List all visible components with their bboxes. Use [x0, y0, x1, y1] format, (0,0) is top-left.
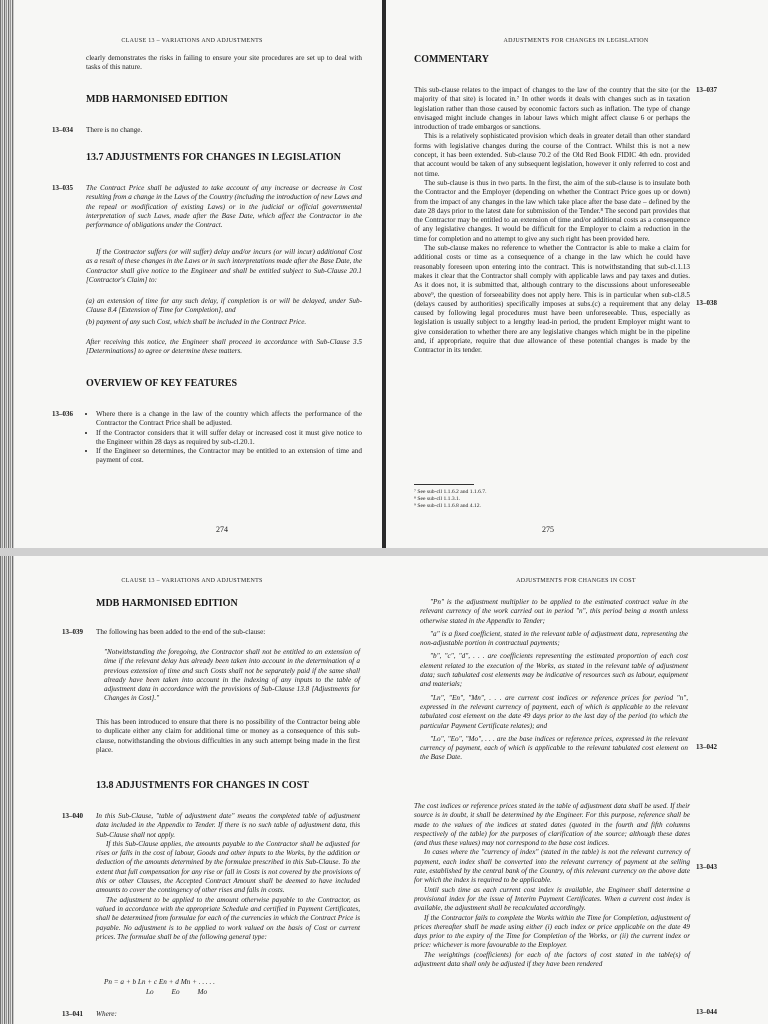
- definition-1: "Pn" is the adjustment multiplier to be applied to the estimated contract value in the relevant currency of the work carried out in period "n", this period being a month unless otherwise stated in the Appendix to Tender;: [420, 598, 688, 625]
- bullet-item: • If the Contractor considers that it will suffer delay or increased cost it must give notice to the Engineer within 28 days as required by sub-cl.20.1.: [96, 429, 362, 448]
- formula-line: Pn = a + b Ln + c En + d Mn + . . . . .: [104, 978, 215, 986]
- page-binding-edge: [0, 0, 14, 548]
- heading-mdb: MDB HARMONISED EDITION: [96, 598, 238, 609]
- margin-number: 13–037: [696, 86, 717, 94]
- running-header: ADJUSTMENTS FOR CHANGES IN LEGISLATION: [503, 38, 649, 44]
- footnotes: [414, 489, 690, 510]
- margin-number: 13–041: [62, 1010, 83, 1018]
- formula-denominators: Lo Eo Mo: [146, 988, 208, 996]
- definition-2: "a" is a fixed coefficient, stated in the relevant table of adjustment data, representing the non-adjustable portion in contractual payments;: [420, 629, 688, 648]
- clause-paragraph-1: The cost indices or reference prices stated in the table of adjustment data shall be used. If their source is in doubt, it shall be determined by the Engineer. For this purpose, reference shall be made to the values of the indices at stated dates (quoted in the fourth and fifth columns respectively of the table) for the purposes of clarification of the source; although these dates (and thus these values) may not correspond to the base cost indices.: [414, 802, 690, 848]
- heading-13-7: 13.7 ADJUSTMENTS FOR CHANGES IN LEGISLATION: [86, 152, 341, 163]
- margin-number: 13–040: [62, 812, 83, 820]
- clause-paragraph-3: Until such time as each current cost index is available, the Engineer shall determine a provisional index for the issue of Interim Payment Certificates. When a current cost index is available, the adjustment shall be recalculated accordingly.: [414, 885, 690, 913]
- heading-commentary: COMMENTARY: [414, 54, 490, 65]
- clause-paragraph: [414, 802, 690, 969]
- margin-number: 13–035: [52, 184, 73, 192]
- clause-paragraph-3: The adjustment to be applied to the amount otherwise payable to the Contractor, as valued in accordance with the appropriate Schedule and certified in Payment Certificates, shall be determined from formulae for each of the currencies in which the Contract Price is payable. No adjustment is to be applied to work valued on the basis of Cost or current prices. The formulae shall be of the following general type:: [96, 895, 360, 941]
- commentary-paragraph-2: This is a relatively sophisticated provision which deals in greater detail than other standard forms with legislative changes during the course of the Contract. Whilst this is not a new concept, it has been extended. Sub-clause 70.2 of the Old Red Book FIDIC 4th edn. provided that account would be taken of any subsequent legislation, however it only referred to cost and not time.: [414, 132, 690, 178]
- footnote: ⁸ See sub-cll 1.1.3.1.: [414, 496, 461, 502]
- no-change-text: There is no change.: [86, 126, 143, 134]
- commentary-paragraph-1: This sub-clause relates to the impact of changes to the law of the country that the site (or the majority of that site) is located in.⁷ In other words it deals with changes such as in taxation legislation rather than those caused by economic factors such as inflation. The type of change envisaged might include changes in labour laws which might affect clause 6 or perhaps the introduction of trade embargos or sanctions.: [414, 86, 690, 132]
- clause-item: (a) an extension of time for any such delay, if completion is or will be delayed, under Sub-Clause 8.4 [Extension of Time for Completion], and: [86, 297, 362, 315]
- margin-number: 13–038: [696, 299, 717, 307]
- page-number: 275: [542, 525, 554, 534]
- bullet-item: • If the Engineer so determines, the Contractor may be entitled to an extension of time and payment of cost.: [96, 447, 362, 466]
- page-binding-edge: [0, 556, 14, 1024]
- page-number: 274: [216, 525, 228, 534]
- commentary-paragraph-4: The sub-clause makes no reference to whether the Contractor is able to make a claim for additional costs or time as a consequence of a change in the law which he could have reasonably foreseen upon entering into the contract. This is notwithstanding that sub-cl.1.13 makes it clear that the Contractor shall comply with applicable laws and pay taxes and duties. As it does not, it is submitted that, although contrary to the discussions about unforeseeable above⁹, the question of forseeability does not apply here. This is in particular when sub-cl.8.5 (delays caused by authorities) specifically imposes at subs.(c) a requirement that any delay caused by following legal procedures must have been unforeseeable. Thus, especially as legislation is usually subject to a lengthy lead-in period, the prudent Employer might want to give consideration to whether there are any legislative changes which might be in the pipeline and, if appropriate, require that due allowance of these potential changes is made by the Contractor in its tender.: [414, 244, 690, 355]
- margin-number: 13–043: [696, 863, 717, 871]
- heading-13-8: 13.8 ADJUSTMENTS FOR CHANGES IN COST: [96, 780, 309, 791]
- intro-paragraph: clearly demonstrates the risks in failing to ensure your site procedures are set up to deal with tasks of this nature.: [86, 54, 362, 72]
- definition-4: "Ln", "En", "Mn", . . . are current cost indices or reference prices for period "n", expressed in the relevant currency of payment, each of which is applicable to the relevant tabulated cost element on the date 49 days prior to the last day of the period (to which the particular Payment Certificate relates); and: [420, 693, 688, 730]
- commentary-paragraph: [414, 86, 690, 356]
- clause-paragraph-2: In cases where the "currency of index" (stated in the table) is not the relevant currency of payment, each index shall be converted into the relevant currency of payment at the selling rate, established by the central bank of the Country, of this relevant currency on the above date for which the index is required to be applicable.: [414, 848, 690, 885]
- quoted-clause: "Notwithstanding the foregoing, the Contractor shall not be entitled to an extension of time if the relevant delay has already been taken into account in the determination of a previous extension of time and such Costs shall not be separately paid if the same shall already have been taken into account in the indexing of any inputs to the table of adjustment data in accordance with the provisions of Sub-Clause 13.8 [Adjustments for Changes in Cost].": [104, 648, 360, 703]
- clause-paragraph-1: In this Sub-Clause, "table of adjustment date" means the completed table of adjustment data included in the Appendix to Tender. If there is no such table of adjustment data, this Sub-Clause shall not apply.: [96, 812, 360, 839]
- book-spine: [382, 0, 386, 548]
- definition-paragraph: [420, 598, 688, 763]
- page-275: [384, 0, 768, 548]
- clause-paragraph: [96, 812, 360, 942]
- footnote: ⁷ See sub-cll 1.1.6.2 and 1.1.6.7.: [414, 489, 487, 495]
- where-label: Where:: [96, 1010, 117, 1018]
- clause-paragraph-4: If the Contractor fails to complete the Works within the Time for Completion, adjustment of prices thereafter shall be made using either (i) each index or price applicable on the date 49 days prior to the expiry of the Time for Completion of the Works, or (ii) the current index or price: whichever is more favourable to the Employer.: [414, 913, 690, 950]
- clause-paragraph: The Contract Price shall be adjusted to take account of any increase or decrease in Cost resulting from a change in the Laws of the Country (including the introduction of new Laws and the repeal or modification of existing Laws) or in the judicial or official governmental interpretation of such Laws, made after the Base Date, which affect the Contractor in the performance of obligations under the Contract.: [86, 184, 362, 230]
- bullet-list: [86, 410, 362, 466]
- margin-number: 13–034: [52, 126, 73, 134]
- footnote: ⁹ See sub-cll 1.1.6.8 and 4.12.: [414, 503, 481, 509]
- page-gap: [0, 548, 768, 556]
- clause-paragraph-5: The weightings (coefficients) for each of the factors of cost stated in the table(s) of adjustment data shall only be adjusted if they have been rendered: [414, 950, 690, 969]
- margin-number: 13–042: [696, 743, 717, 751]
- definition-3: "b", "c", "d", . . . are coefficients representing the estimated proportion of each cost element related to the execution of the Works, as stated in the relevant table of adjustment data; such tabulated cost elements may be indicative of resources such as labour, equipment and materials;: [420, 652, 688, 689]
- heading-overview: OVERVIEW OF KEY FEATURES: [86, 378, 238, 389]
- page-277: [384, 556, 768, 1024]
- margin-number: 13–039: [62, 628, 83, 636]
- running-header: CLAUSE 13 – VARIATIONS AND ADJUSTMENTS: [121, 578, 263, 584]
- bullet-item: • Where there is a change in the law of the country which affects the performance of the Contractor the Contract Price shall be adjusted.: [96, 410, 362, 429]
- running-header: ADJUSTMENTS FOR CHANGES IN COST: [516, 578, 636, 584]
- running-header: CLAUSE 13 – VARIATIONS AND ADJUSTMENTS: [121, 38, 263, 44]
- footnote-rule: [414, 484, 474, 485]
- clause-paragraph-2: If this Sub-Clause applies, the amounts payable to the Contractor shall be adjusted for rises or falls in the cost of labour, Goods and other inputs to the Works, by the addition or deduction of the amounts determined by the formulae prescribed in this Sub-Clause. To the extent that full compensation for any rise or fall in Costs is not covered by the provisions of this or other Clauses, the Accepted Contract Amount shall be deemed to have included amounts to cover the contingency of other rises and falls in costs.: [96, 839, 360, 895]
- page-276: [0, 556, 384, 1024]
- margin-number: 13–044: [696, 1008, 717, 1016]
- page-274: [0, 0, 384, 548]
- heading-mdb: MDB HARMONISED EDITION: [86, 94, 228, 105]
- explanation-paragraph: This has been introduced to ensure that there is no possibility of the Contractor being able to duplicate either any claim for additional time or money as a consequence of this sub-clause, notwithstanding the obvious difficulties in any such attempt being made in the first place.: [96, 718, 360, 754]
- clause-paragraph: After receiving this notice, the Engineer shall proceed in accordance with Sub-Clause 3.5 [Determinations] to agree or determine these matters.: [86, 338, 362, 356]
- margin-number: 13–036: [52, 410, 73, 418]
- added-text: The following has been added to the end of the sub-clause:: [96, 628, 266, 636]
- clause-paragraph: If the Contractor suffers (or will suffer) delay and/or incurs (or will incur) additional Cost as a result of these changes in the Laws or in such interpretations made after the Base Date, the Contractor shall give notice to the Engineer and shall be entitled subject to Sub-Clause 20.1 [Contractor's Claim] to:: [86, 248, 362, 284]
- commentary-paragraph-3: The sub-clause is thus in two parts. In the first, the aim of the sub-clause is to insulate both the Contractor and the Employer (depending on whether the Contract Price goes up or down) from the impact of any changes in the law which take place after the base date – defined by the date 28 days prior to the latest date for submission of the Tender.⁸ The second part provides that the Contractor may be entitled to an extension of time and/or additional costs as a consequence of any legislative changes. It would be difficult for the Employer to claim a reduction in the time for completion and no attempt to give any such right has been provided here.: [414, 178, 690, 243]
- clause-item: (b) payment of any such Cost, which shall be included in the Contract Price.: [86, 318, 307, 326]
- definition-5: "Lo", "Eo", "Mo", . . . are the base indices or reference prices, expressed in the relevant currency of payment, each of which is applicable to the relevant tabulated cost element on the Base Date.: [420, 734, 688, 762]
